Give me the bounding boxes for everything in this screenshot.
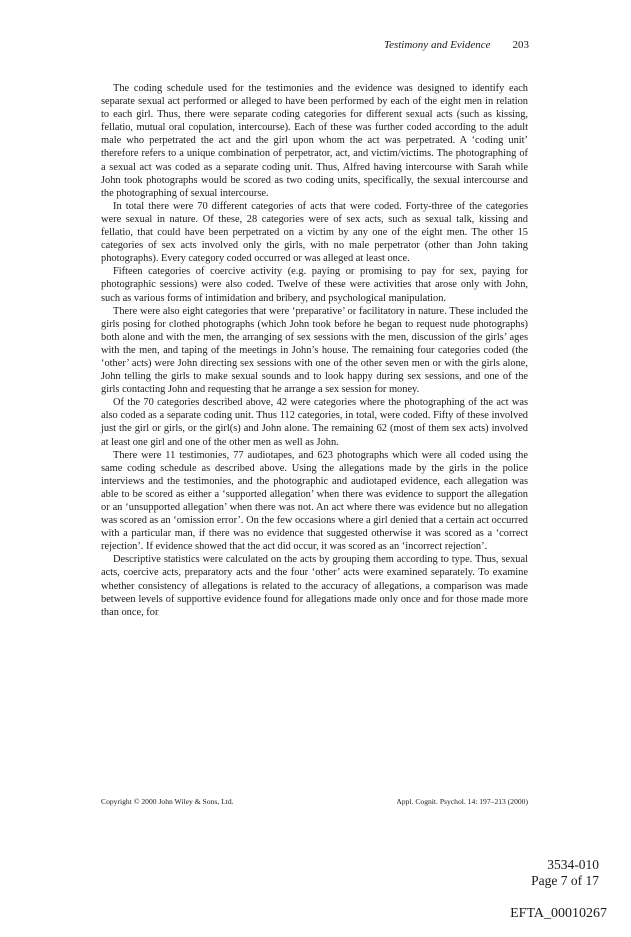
paragraph: The coding schedule used for the testimonies and the evidence was designed to identify each separate sexual act performed or alleged to have been performed by each of the eight men in relation to each girl. Thus, there were separate coding categories for different sexual acts (such as kissing, fellatio, mutual oral copulation, intercourse). Each of these was further coded according to the adult male who perpetrated the act and the girl upon whom the act was perpetrated. A ‘coding unit’ therefore refers to a unique combination of perpetrator, act, and victim/victims. The photographing of a sexual act was coded as a separate coding unit. Thus, Alfred having intercourse with Sarah while John took photographs would be scored as two coding units, specifically, the sexual intercourse and the photographing of sexual intercourse.: [101, 83, 528, 199]
paragraph: Of the 70 categories described above, 42 were categories where the photographing of the act was also coded as a separate coding unit. Thus 112 categories, in total, were coded. Fifty of these involved just the girl or girls, or the girl(s) and John alone. The remaining 62 (most of them sex acts) involved at least one girl and one of the other men as well as John.: [101, 397, 528, 448]
copyright-notice: Copyright © 2000 John Wiley & Sons, Ltd.: [101, 797, 234, 806]
page-number: 203: [512, 39, 529, 51]
running-title: Testimony and Evidence: [383, 39, 491, 51]
document-id-stamp: 3534-010: [547, 857, 599, 872]
page-footer: [101, 797, 528, 806]
paragraph: In total there were 70 different categories of acts that were coded. Forty-three of the categories were sexual in nature. Of these, 28 categories were of sex acts, such as sexual talk, kissing and fellatio, that could have been perpetrated on a victim by any one of the eight men. The other 15 categories of sex acts involved only the girls, with no male perpetrator (other than John taking photographs). Every category coded occurred or was alleged at least once.: [101, 200, 528, 265]
running-header: [384, 39, 529, 51]
article-body: [101, 82, 528, 619]
paragraph: There were 11 testimonies, 77 audiotapes, and 623 photographs which were all coded using the same coding schedule as described above. Using the allegations made by the girls in the police interviews and the testimonies, and the photographic and audiotaped evidence, each allegation was able to be scored as either a ‘supported allegation’ when there was evidence to support the allegation or an ‘unsupported allegation’ when there was not. An act where there was evidence but no allegation was scored as an ‘omission error’. On the few occasions where a girl denied that a certain act occurred with a particular man, if there was no evidence that suggested otherwise it was scored as a ‘correct rejection’. If evidence showed that the act did occur, it was scored as an ‘incorrect rejection’.: [101, 449, 528, 553]
journal-citation: Appl. Cognit. Psychol. 14: 197–213 (2000): [396, 797, 528, 806]
paragraph: There were also eight categories that were ‘preparative’ or facilitatory in nature. These included the girls posing for clothed photographs (which John took before he began to request nude photographs) both alone and with the men, the arranging of sex sessions with the men, discussion of the girls’ ages with the men, and taping of the meetings in John’s house. The remaining four categories coded (the ‘other’ acts) were John directing sex sessions with one of the other seven men or with the girls alone, John telling the girls to make sexual sounds and to look happy during sex sessions, and one of the girls contacting John and requesting that he arrange a sex session for money.: [101, 305, 528, 396]
paragraph: Descriptive statistics were calculated on the acts by grouping them according to type. Thus, sexual acts, coercive acts, preparatory acts and the four ‘other’ acts were examined separately. To examine whether consistency of allegations is related to the accuracy of allegations, a comparison was made between levels of supportive evidence found for allegations made only once and for those made more than once, for: [101, 554, 528, 618]
paragraph: Fifteen categories of coercive activity (e.g. paying or promising to pay for sex, paying for photographic sessions) were also coded. Twelve of these were activities that arose only with John, such as various forms of intimidation and bribery, and psychological manipulation.: [101, 266, 528, 304]
bates-number: EFTA_00010267: [510, 906, 607, 921]
page-count-stamp: Page 7 of 17: [531, 873, 599, 888]
